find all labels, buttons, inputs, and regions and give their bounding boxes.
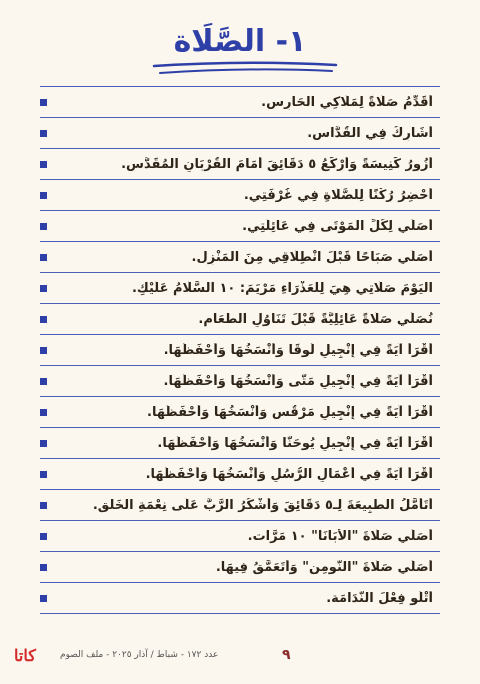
list-item-text: أُقَدِّمُ صَلَاةً لِمَلَاكِي الحَارِس. <box>261 94 433 110</box>
prayer-list <box>40 86 440 614</box>
list-item <box>40 397 440 428</box>
square-bullet-icon <box>40 533 47 540</box>
square-bullet-icon <box>40 347 47 354</box>
square-bullet-icon <box>40 440 47 447</box>
list-item-text: أَتَأَمَّلُ الطَّبِيعَةَ لِـ٥ دَقَائِقَ وَأَشْكُرُ الرَّبَّ عَلَى نِعْمَةِ الخَلْق. <box>92 497 433 513</box>
issue-info: عدد ١٧٢ - شباط / آذار ٢٠٢٥ - ملف الصوم <box>60 650 219 660</box>
square-bullet-icon <box>40 316 47 323</box>
list-item <box>40 304 440 335</box>
square-bullet-icon <box>40 564 47 571</box>
list-item-text: أَقْرَأُ آيَةً فِي إِنْجِيلِ لُوقَا وَأَنْسَخُهَا وَأَحْفَظُهَا. <box>163 342 433 358</box>
list-item <box>40 335 440 366</box>
page-number: ٩ <box>282 647 291 663</box>
list-item-text: أُصَلِّي صَلَاةَ "النُّومِن" وَأَتَعَمَّقُ فِيهَا. <box>215 559 433 575</box>
square-bullet-icon <box>40 502 47 509</box>
square-bullet-icon <box>40 409 47 416</box>
list-item <box>40 521 440 552</box>
list-item <box>40 366 440 397</box>
page-footer <box>0 646 480 666</box>
list-item <box>40 459 440 490</box>
list-item-text: أَقْرَأُ آيَةً فِي أَعْمَالِ الرُّسُلِ وَأَنْسَخُهَا وَأَحْفَظُهَا. <box>145 466 433 482</box>
list-item <box>40 242 440 273</box>
list-item-text: أَقْرَأُ آيَةً فِي إِنْجِيلِ مَرْقُس وَأَنْسَخُهَا وَأَحْفَظُهَا. <box>147 404 433 420</box>
list-item-text: أَقْرَأُ آيَةً فِي إِنْجِيلِ مَتَّى وَأَنْسَخُهَا وَأَحْفَظُهَا. <box>163 373 433 389</box>
list-item-text: أُشَارِكُ فِي القُدَّاس. <box>307 125 433 141</box>
square-bullet-icon <box>40 161 47 168</box>
list-item <box>40 552 440 583</box>
square-bullet-icon <box>40 285 47 292</box>
list-item <box>40 428 440 459</box>
list-item-text: أُصَلِّي صَلَاةَ "الأَبَانَا" ١٠ مَرَّات. <box>247 528 433 544</box>
list-item-text: أَقْرَأُ آيَةً فِي إِنْجِيلِ يُوحَنَّا وَأَنْسَخُهَا وَأَحْفَظُهَا. <box>157 435 433 451</box>
square-bullet-icon <box>40 471 47 478</box>
list-item-text: أَزُورُ كَنِيسَةً وَأَرْكَعُ ٥ دَقَائِقَ أَمَامَ القُرْبَانِ المُقَدَّس. <box>121 156 433 172</box>
title-underline <box>150 60 340 76</box>
list-item-text: أُحْضِرُ رُكْنًا لِلصَّلَاةِ فِي غُرْفَتِي. <box>243 187 433 203</box>
list-item <box>40 149 440 180</box>
list-item-text: أُصَلِّي صَبَاحًا قَبْلَ انْطِلَاقِي مِنَ المَنْزِل. <box>191 249 433 265</box>
list-item <box>40 583 440 614</box>
list-item <box>40 180 440 211</box>
square-bullet-icon <box>40 378 47 385</box>
list-item-text: اليَوْمَ صَلَاتِي هِيَ لِلْعَذْرَاءِ مَرْيَمَ: ١٠ السَّلَامُ عَلَيْكِ. <box>131 280 433 296</box>
square-bullet-icon <box>40 192 47 199</box>
list-item <box>40 87 440 118</box>
list-item-text: أَتْلُو فِعْلَ النَّدَامَة. <box>326 590 433 606</box>
square-bullet-icon <box>40 99 47 106</box>
list-item <box>40 490 440 521</box>
square-bullet-icon <box>40 223 47 230</box>
list-item-text: نُصَلِّي صَلَاةً عَائِلِيَّةً قَبْلَ تَنَاوُلِ الطَّعَام. <box>198 311 433 327</box>
list-item-text: أُصَلِّي لِكُلِّ المَوْتَى فِي عَائِلَتِي. <box>242 218 433 234</box>
brand-logo: كاتا <box>14 648 36 665</box>
square-bullet-icon <box>40 254 47 261</box>
square-bullet-icon <box>40 595 47 602</box>
list-item <box>40 273 440 304</box>
page-title: ١- الصَّلَاة <box>173 24 307 59</box>
list-item <box>40 118 440 149</box>
square-bullet-icon <box>40 130 47 137</box>
list-item <box>40 211 440 242</box>
